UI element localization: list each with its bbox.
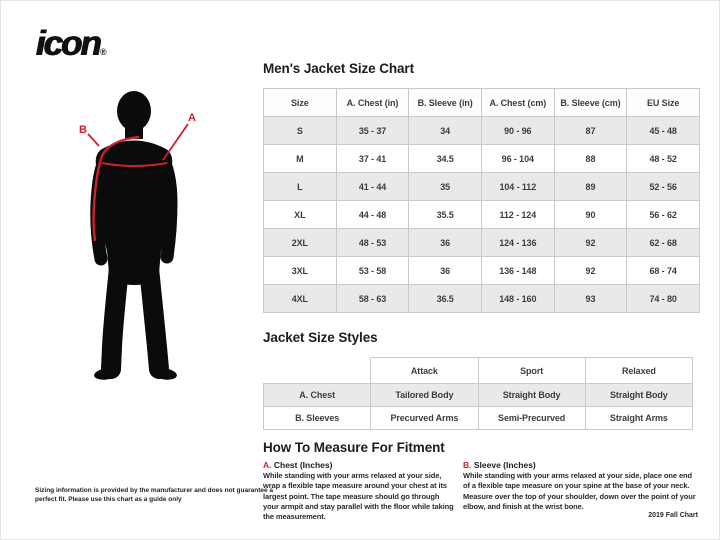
- table-cell: 104 - 112: [481, 173, 554, 201]
- table-cell: 148 - 160: [481, 285, 554, 313]
- disclaimer-line-2: Please use this chart as a guide only: [68, 496, 182, 504]
- table-cell: 35.5: [409, 201, 482, 229]
- table-cell: 62 - 68: [627, 229, 700, 257]
- table-cell: 88: [554, 145, 627, 173]
- row-header-cell: 3XL: [264, 257, 337, 285]
- row-header-cell: M: [264, 145, 337, 173]
- table-cell: 36.5: [409, 285, 482, 313]
- table-cell: 87: [554, 117, 627, 145]
- table-cell: 37 - 41: [336, 145, 409, 173]
- column-header: EU Size: [627, 89, 700, 117]
- sleeve-instruction-body: While standing with your arms relaxed at your side, place one end of a flexible tape measure on your spine at the base of your neck. Measure over the top of your shoulder, down over the point of your elbow, and finish at the wrist bone.: [463, 471, 696, 512]
- table-cell: 89: [554, 173, 627, 201]
- table-cell: 36: [409, 229, 482, 257]
- table-row: [264, 173, 700, 201]
- table-row: [264, 257, 700, 285]
- chest-instruction-body: While standing with your arms relaxed at your side, wrap a flexible tape measure around your chest at its largest point. The tape measure should go through your armpit and stay parallel with the floor while taking the measurement.: [263, 471, 454, 522]
- table-row: [264, 145, 700, 173]
- sizing-disclaimer: [35, 486, 275, 505]
- registered-mark: ®: [99, 47, 107, 57]
- table-cell: 34: [409, 117, 482, 145]
- table-cell: 56 - 62: [627, 201, 700, 229]
- column-header: Size: [264, 89, 337, 117]
- table-row: [264, 201, 700, 229]
- fitment-title: How To Measure For Fitment: [263, 440, 445, 455]
- table-cell: 136 - 148: [481, 257, 554, 285]
- male-silhouette-graphic: [50, 85, 260, 385]
- mens-jacket-size-table: [263, 88, 700, 313]
- header-row: [264, 358, 693, 384]
- column-header: B. Sleeve (cm): [554, 89, 627, 117]
- chest-instruction-label: [263, 460, 455, 470]
- table-cell: 92: [554, 229, 627, 257]
- column-header: Relaxed: [585, 358, 692, 384]
- table-row: [264, 229, 700, 257]
- table-cell: 58 - 63: [336, 285, 409, 313]
- size-chart-title: Men's Jacket Size Chart: [263, 61, 414, 76]
- table-cell: Tailored Body: [371, 384, 478, 407]
- table-cell: 74 - 80: [627, 285, 700, 313]
- table-cell: Straight Arms: [585, 407, 692, 430]
- table-cell: Precurved Arms: [371, 407, 478, 430]
- table-cell: 90 - 96: [481, 117, 554, 145]
- chart-version-note: 2019 Fall Chart: [648, 512, 698, 519]
- row-header-cell: XL: [264, 201, 337, 229]
- column-header: [264, 358, 371, 384]
- table-cell: 53 - 58: [336, 257, 409, 285]
- row-header-cell: B. Sleeves: [264, 407, 371, 430]
- sleeve-instruction-label: [463, 460, 700, 470]
- table-cell: Semi-Precurved: [478, 407, 585, 430]
- logo-text: icon: [36, 24, 100, 63]
- sleeve-label-text: Sleeve (Inches): [473, 460, 536, 470]
- row-header-cell: 2XL: [264, 229, 337, 257]
- table-row: [264, 407, 693, 430]
- silhouette-feet: [93, 367, 177, 381]
- styles-chart-title: Jacket Size Styles: [263, 330, 378, 345]
- table-row: [264, 117, 700, 145]
- label-a-marker: A: [188, 112, 196, 124]
- table-row: [264, 285, 700, 313]
- label-b-marker: B: [79, 124, 87, 136]
- table-cell: 96 - 104: [481, 145, 554, 173]
- table-cell: 35: [409, 173, 482, 201]
- sleeve-pointer-line: [88, 134, 99, 146]
- row-header-cell: S: [264, 117, 337, 145]
- table-row: [264, 384, 693, 407]
- table-cell: 45 - 48: [627, 117, 700, 145]
- column-header: B. Sleeve (in): [409, 89, 482, 117]
- column-header: Attack: [371, 358, 478, 384]
- chest-label-text: Chest (Inches): [273, 460, 333, 470]
- table-cell: 36: [409, 257, 482, 285]
- table-cell: 93: [554, 285, 627, 313]
- table-cell: Straight Body: [478, 384, 585, 407]
- table-cell: 48 - 53: [336, 229, 409, 257]
- header-row: [264, 89, 700, 117]
- table-cell: Straight Body: [585, 384, 692, 407]
- row-header-cell: L: [264, 173, 337, 201]
- table-cell: 52 - 56: [627, 173, 700, 201]
- jacket-size-styles-table: [263, 357, 693, 430]
- table-cell: 44 - 48: [336, 201, 409, 229]
- fitment-instructions: [263, 460, 700, 523]
- table-cell: 34.5: [409, 145, 482, 173]
- table-cell: 48 - 52: [627, 145, 700, 173]
- row-header-cell: A. Chest: [264, 384, 371, 407]
- column-header: A. Chest (cm): [481, 89, 554, 117]
- row-header-cell: 4XL: [264, 285, 337, 313]
- label-a-prefix: A.: [263, 460, 272, 470]
- icon-brand-logo: [36, 24, 107, 64]
- chest-pointer-line: [163, 124, 188, 160]
- table-cell: 41 - 44: [336, 173, 409, 201]
- table-cell: 68 - 74: [627, 257, 700, 285]
- chest-instruction-block: [263, 460, 455, 523]
- measurement-figure: [50, 85, 260, 385]
- table-cell: 112 - 124: [481, 201, 554, 229]
- table-cell: 92: [554, 257, 627, 285]
- table-cell: 90: [554, 201, 627, 229]
- table-cell: 35 - 37: [336, 117, 409, 145]
- table-cell: 124 - 136: [481, 229, 554, 257]
- disclaimer-line-1: Sizing information is provided by the manufacturer and does not guarantee a perfect fit.: [35, 487, 274, 504]
- column-header: A. Chest (in): [336, 89, 409, 117]
- column-header: Sport: [478, 358, 585, 384]
- label-b-prefix: B.: [463, 460, 472, 470]
